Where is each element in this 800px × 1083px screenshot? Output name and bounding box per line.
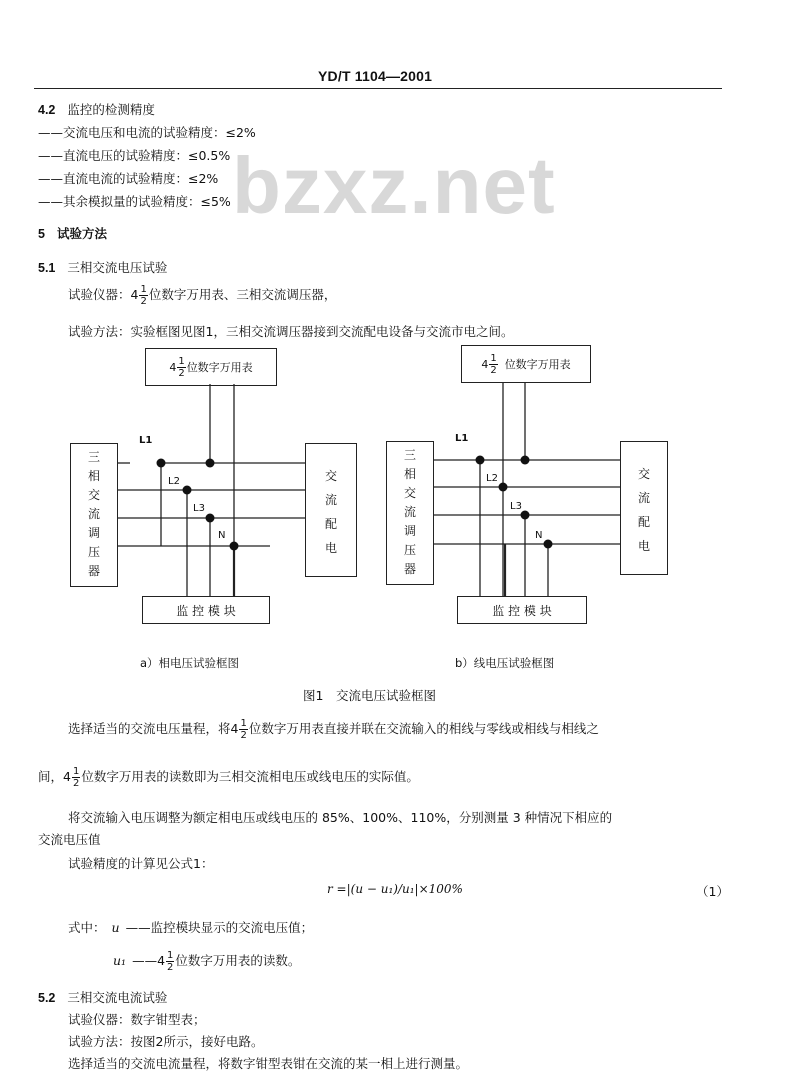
meter-label: 位数字万用表 (504, 358, 571, 371)
char: 压 (87, 545, 100, 559)
section-title: 监控的检测精度 (67, 102, 155, 117)
fraction (177, 356, 185, 379)
char: 流 (637, 491, 650, 505)
char: 调 (403, 524, 416, 538)
symbol-u1: u₁ (113, 953, 127, 968)
section-title: 三相交流电压试验 (67, 260, 168, 275)
caption-a: a）相电压试验框图 (140, 656, 240, 670)
fraction-whole: 4 (230, 721, 239, 736)
method-line: 试验方法：按图2所示，接好电路。 (68, 1034, 264, 1049)
standard-id: YD/T 1104—2001 (318, 68, 433, 84)
symbol-description: ——监控模块显示的交流电压值； (125, 920, 314, 935)
char: 三 (87, 450, 100, 464)
fraction (489, 353, 497, 376)
multimeter-box-b (461, 345, 591, 383)
regulator-box-a (70, 443, 118, 587)
char: 流 (403, 505, 416, 519)
text: 选择适当的交流电压量程，将 (68, 721, 231, 736)
paragraph-2 (38, 766, 419, 789)
char: 压 (403, 543, 416, 557)
denominator: 2 (167, 962, 174, 973)
where-label: 式中： (68, 920, 106, 935)
denominator: 2 (140, 296, 147, 307)
denominator: 2 (490, 364, 497, 376)
where-u (68, 918, 313, 936)
list-item: ——其余模拟量的试验精度：≤5% (38, 194, 231, 209)
char: 器 (87, 564, 100, 578)
symbol-description: 位数字万用表的读数。 (175, 953, 301, 968)
meter-label: 位数字万用表 (186, 361, 253, 374)
multimeter-box-a (145, 348, 277, 386)
char: 交 (403, 486, 416, 500)
distribution-box-b (620, 441, 668, 575)
denominator: 2 (240, 730, 247, 741)
section-number: 5 (38, 227, 45, 241)
fraction (166, 950, 174, 973)
regulator-label-b (387, 446, 433, 579)
dash: —— (132, 953, 158, 968)
distribution-label-a (306, 464, 356, 560)
section-title: 试验方法 (56, 226, 107, 241)
char: 流 (324, 493, 337, 507)
char: 相 (87, 469, 100, 483)
line-label-l3: L3 (510, 501, 522, 512)
method-line: 试验方法：实验框图见图1，三相交流调压器接到交流配电设备与交流市电之间。 (68, 324, 514, 339)
fraction (72, 766, 80, 789)
char: 交 (324, 469, 337, 483)
fraction (239, 718, 247, 741)
paragraph-4: 试验精度的计算见公式1： (68, 856, 214, 871)
formula-number: （1） (696, 884, 729, 899)
fraction-whole: 4 (63, 769, 71, 784)
section-number: 5.2 (38, 991, 56, 1005)
numerator: 1 (178, 355, 185, 367)
char: 三 (403, 448, 416, 462)
paragraph-3-line-1: 将交流输入电压调整为额定相电压或线电压的 85%、100%、110%，分别测量 3 种情况下相应的 (68, 810, 613, 825)
line-label-l1: L1 (139, 435, 153, 446)
symbol-u: u (111, 920, 120, 935)
line-label-l2: L2 (168, 476, 180, 487)
paragraph-3-line-2: 交流电压值 (38, 832, 101, 847)
char: 电 (324, 541, 337, 555)
section-5-2-heading (38, 988, 167, 1006)
char: 交 (637, 467, 650, 481)
text: 间， (38, 769, 64, 784)
monitor-module-box-b: 监 控 模 块 (457, 596, 587, 624)
section-number: 5.1 (38, 261, 56, 275)
regulator-box-b (386, 441, 434, 585)
line-label-n: N (535, 530, 543, 541)
paragraph-1 (68, 718, 599, 741)
regulator-label-a (71, 448, 117, 581)
distribution-box-a (305, 443, 357, 577)
char: 电 (637, 539, 650, 553)
char: 交 (87, 488, 100, 502)
formula: r =|(u − u₁)/u₁|×100% (327, 882, 463, 896)
char: 调 (87, 526, 100, 540)
char: 配 (324, 517, 337, 531)
line-label-n: N (218, 530, 226, 541)
fraction-whole: 4 (169, 360, 177, 374)
monitor-module-box-a: 监 控 模 块 (142, 596, 270, 624)
instrument-line: 试验仪器：数字钳型表； (68, 1012, 206, 1027)
numerator: 1 (490, 352, 497, 364)
instrument-text: 位数字万用表、三相交流调压器， (148, 287, 337, 302)
line-label-l1: L1 (455, 433, 469, 444)
caption-b: b）线电压试验框图 (455, 656, 555, 670)
procedure-line: 选择适当的交流电流量程，将数字钳型表钳在交流的某一相上进行测量。 (68, 1056, 469, 1071)
distribution-label-b (621, 462, 667, 558)
char: 流 (87, 507, 100, 521)
text: 位数字万用表直接并联在交流输入的相线与零线或相线与相线之 (248, 721, 599, 736)
section-number: 4.2 (38, 103, 56, 117)
line-label-l3: L3 (193, 503, 205, 514)
watermark: bzxz.net (232, 141, 556, 230)
fraction-whole: 4 (157, 953, 166, 968)
char: 相 (403, 467, 416, 481)
char: 器 (403, 562, 416, 576)
denominator: 2 (72, 778, 80, 789)
numerator: 1 (72, 766, 80, 777)
denominator: 2 (178, 367, 185, 379)
section-title: 三相交流电流试验 (67, 990, 168, 1005)
figure-title: 图1 交流电压试验框图 (303, 688, 436, 703)
fraction-whole: 4 (130, 287, 139, 302)
where-u1 (113, 950, 300, 973)
list-item: ——直流电流的试验精度：≤2% (38, 171, 219, 186)
fraction-whole: 4 (481, 357, 489, 371)
numerator: 1 (240, 718, 247, 729)
char: 配 (637, 515, 650, 529)
numerator: 1 (167, 950, 174, 961)
line-label-l2: L2 (486, 473, 498, 484)
list-item: ——交流电压和电流的试验精度：≤2% (38, 125, 256, 140)
text: 位数字万用表的读数即为三相交流相电压或线电压的实际值。 (81, 769, 419, 784)
instrument-label: 试验仪器： (68, 287, 131, 302)
numerator: 1 (140, 284, 147, 295)
list-item: ——直流电压的试验精度：≤0.5% (38, 148, 231, 163)
